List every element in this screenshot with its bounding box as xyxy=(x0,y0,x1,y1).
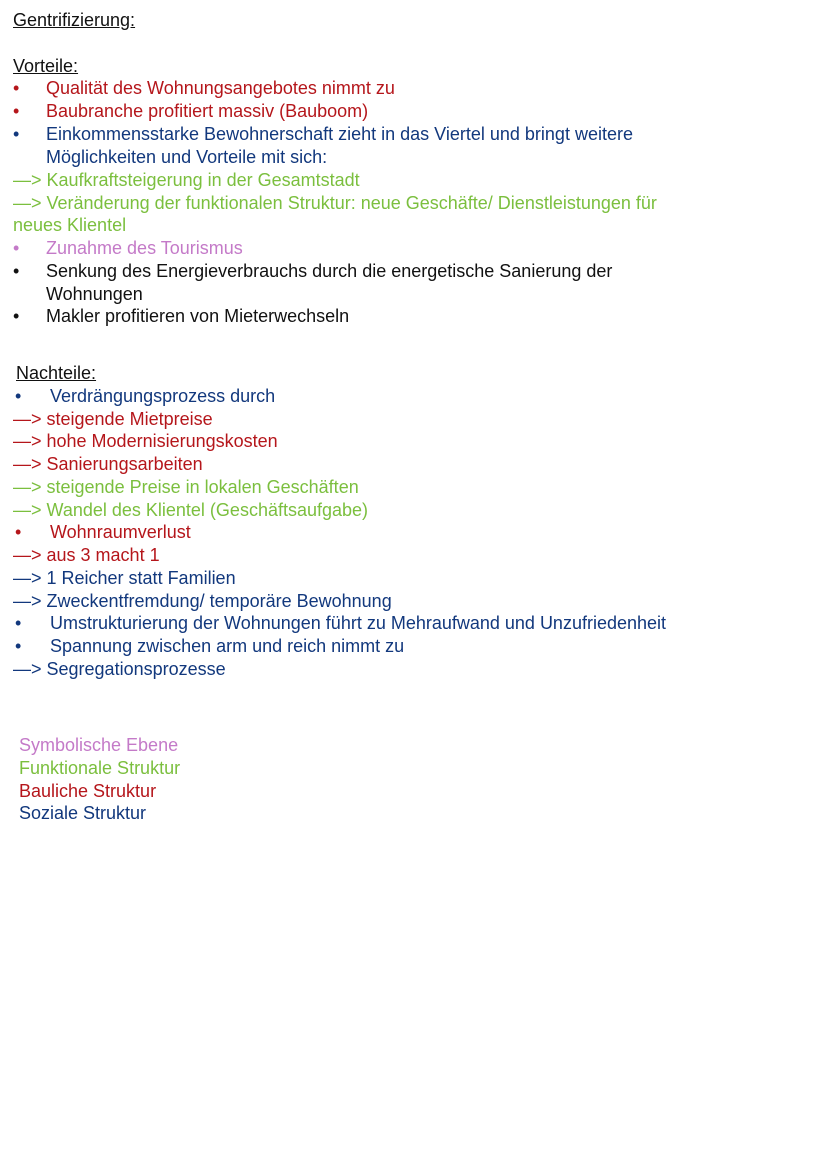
nachteile-arrow-1: —> steigende Mietpreise xyxy=(13,409,213,429)
bullet-icon: • xyxy=(15,636,22,656)
legend-social: Soziale Struktur xyxy=(19,803,147,823)
nachteile-arrow-6: —> aus 3 macht 1 xyxy=(13,545,160,565)
nachteile-item-1-text: Verdrängungsprozess durch xyxy=(50,386,276,406)
nachteile-arrow-4: —> steigende Preise in lokalen Geschäften xyxy=(13,477,359,497)
bullet-icon: • xyxy=(13,261,20,281)
vorteile-item-2-text: Baubranche profitiert massiv (Bauboom) xyxy=(46,101,369,121)
bullet-icon: • xyxy=(15,613,22,633)
nachteile-item-2-text: Wohnraumverlust xyxy=(50,522,191,542)
legend-structural: Bauliche Struktur xyxy=(19,781,157,801)
bullet-icon: • xyxy=(13,78,20,98)
vorteile-arrow-2-line-2: neues Klientel xyxy=(13,215,127,235)
vorteile-item-4-text: Zunahme des Tourismus xyxy=(46,238,243,258)
vorteile-item-1-text: Qualität des Wohnungsangebotes nimmt zu xyxy=(46,78,395,98)
vorteile-arrow-2-line-1: —> Veränderung der funktionalen Struktur: neue Geschäfte/ Dienstleistungen für xyxy=(13,193,657,213)
vorteile-item-6-text: Makler profitieren von Mieterwechseln xyxy=(46,306,350,326)
bullet-icon: • xyxy=(13,238,20,258)
nachteile-item-4-text: Spannung zwischen arm und reich nimmt zu xyxy=(50,636,405,656)
vorteile-item-5-line-1: Senkung des Energieverbrauchs durch die energetische Sanierung der xyxy=(46,261,613,281)
legend-functional: Funktionale Struktur xyxy=(19,758,181,778)
vorteile-arrow-1: —> Kaufkraftsteigerung in der Gesamtstadt xyxy=(13,170,360,190)
bullet-icon: • xyxy=(13,101,20,121)
nachteile-arrow-2: —> hohe Modernisierungskosten xyxy=(13,431,278,451)
vorteile-heading: Vorteile: xyxy=(13,56,79,76)
nachteile-item-3-text: Umstrukturierung der Wohnungen führt zu Mehraufwand und Unzufriedenheit xyxy=(50,613,667,633)
bullet-icon: • xyxy=(13,124,20,144)
page-title: Gentrifizierung: xyxy=(13,10,136,30)
nachteile-arrow-5: —> Wandel des Klientel (Geschäftsaufgabe) xyxy=(13,500,369,520)
vorteile-item-3-line-1: Einkommensstarke Bewohnerschaft zieht in das Viertel und bringt weitere xyxy=(46,124,633,144)
nachteile-arrow-8: —> Zweckentfremdung/ temporäre Bewohnung xyxy=(13,591,392,611)
vorteile-item-5-line-2: Wohnungen xyxy=(46,284,143,304)
nachteile-arrow-3: —> Sanierungsarbeiten xyxy=(13,454,203,474)
vorteile-item-3-line-2: Möglichkeiten und Vorteile mit sich: xyxy=(46,147,328,167)
nachteile-arrow-9: —> Segregationsprozesse xyxy=(13,659,226,679)
bullet-icon: • xyxy=(15,522,22,542)
nachteile-arrow-7: —> 1 Reicher statt Familien xyxy=(13,568,236,588)
bullet-icon: • xyxy=(15,386,22,406)
legend-symbolic: Symbolische Ebene xyxy=(19,735,179,755)
bullet-icon: • xyxy=(13,306,20,326)
nachteile-heading: Nachteile: xyxy=(16,363,97,383)
